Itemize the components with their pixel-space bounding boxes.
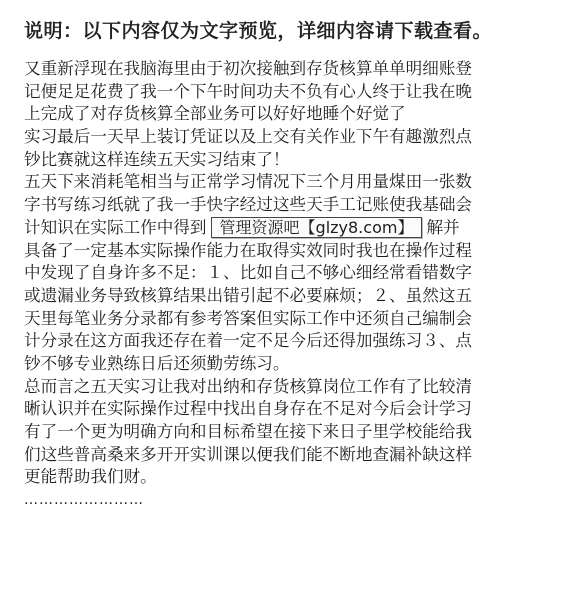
text-line-with-watermark bbox=[24, 217, 564, 240]
text-line: 们这些普高桑来多开开实训课以便我们能不断地查漏补缺这样 bbox=[24, 444, 473, 464]
text-line: 具备了一定基本实际操作能力在取得实效同时我也在操作过程 bbox=[24, 240, 473, 260]
ellipsis-line: …………………… bbox=[24, 492, 144, 509]
text-line: 中发现了自身许多不足：１、比如自己不够心细经常看错数字 bbox=[24, 263, 473, 283]
text-line: 字书写练习纸就了我一手快字经过这些天手工记账使我基础会 bbox=[24, 195, 473, 215]
text-line: 又重新浮现在我脑海里由于初次接触到存货核算单单明细账登 bbox=[24, 59, 473, 78]
text-segment: 计知识在实际工作中得到 bbox=[24, 217, 207, 237]
text-line: 钞比赛就这样连续五天实习结束了！ bbox=[24, 149, 290, 169]
document-body bbox=[24, 58, 564, 512]
watermark-banner: 管理资源吧【glzy8.com】 bbox=[211, 217, 423, 238]
text-line: 天里每笔业务分录都有参考答案但实际工作中还须自己编制会 bbox=[24, 308, 473, 328]
text-segment: 解并 bbox=[426, 217, 460, 237]
text-line: 晰认识并在实际操作过程中找出自身存在不足对今后会计学习 bbox=[24, 399, 473, 419]
text-line: 记便足足花费了我一个下午时间功夫不负有心人终于让我在晚 bbox=[24, 81, 473, 101]
text-line: 或遗漏业务导致核算结果出错引起不必要麻烦；２、虽然这五 bbox=[24, 285, 473, 305]
text-line: 钞不够专业熟练日后还须勤劳练习。 bbox=[24, 353, 290, 373]
text-line: 总而言之五天实习让我对出纳和存货核算岗位工作有了比较清 bbox=[24, 376, 473, 396]
text-line: 实习最后一天早上装订凭证以及上交有关作业下午有趣激烈点 bbox=[24, 127, 473, 147]
text-line: 上完成了对存货核算全部业务可以好好地睡个好觉了 bbox=[24, 104, 406, 124]
text-line: 五天下来消耗笔相当与正常学习情况下三个月用量煤田一张数 bbox=[24, 172, 473, 192]
page-title: 说明：以下内容仅为文字预览，详细内容请下载查看。 bbox=[24, 20, 493, 42]
text-line: 更能帮助我们财。 bbox=[24, 467, 157, 487]
text-line: 计分录在这方面我还存在着一定不足今后还得加强练习３、点 bbox=[24, 331, 473, 351]
text-line: 有了一个更为明确方向和目标希望在接下来日子里学校能给我 bbox=[24, 422, 473, 441]
